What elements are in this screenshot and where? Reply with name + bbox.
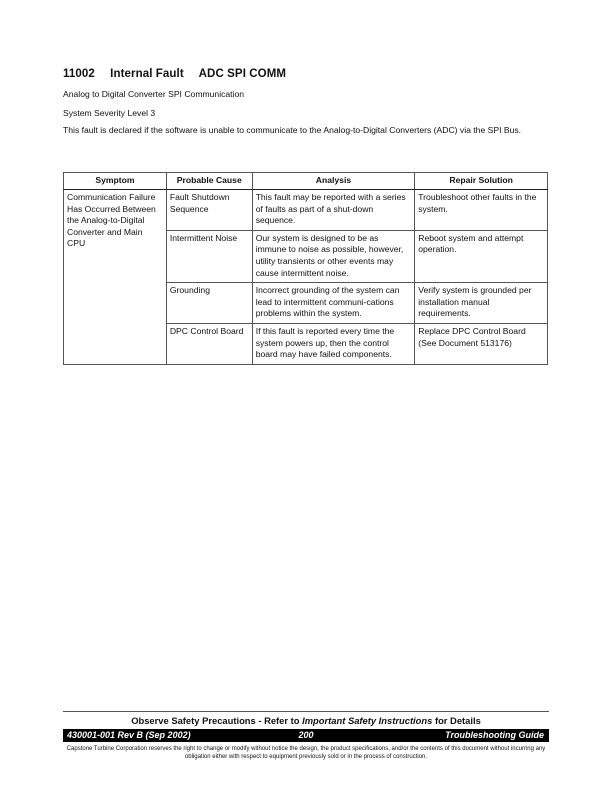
safety-note-suffix: for Details xyxy=(432,715,481,726)
analysis-cell: Incorrect grounding of the system can lead to intermittent communi-cations problems within the system. xyxy=(252,283,415,324)
solution-cell: Replace DPC Control Board (See Document 513176) xyxy=(415,323,548,364)
page-number: 200 xyxy=(298,730,314,740)
cause-cell: Fault Shutdown Sequence xyxy=(166,190,252,231)
severity-level: System Severity Level 3 xyxy=(63,108,156,118)
table-header-row xyxy=(64,173,548,190)
safety-note xyxy=(63,711,549,726)
cause-cell: Intermittent Noise xyxy=(166,230,252,282)
fault-code: 11002 xyxy=(63,68,95,80)
copyright-notice: Capstone Turbine Corporation reserves the right to change or modify without notice the design, the product specifications, and/or the contents of this document without incurring any obligation either with respect to equipment previously sold or in the process of construction. xyxy=(66,746,546,760)
solution-cell: Troubleshoot other faults in the system. xyxy=(415,190,548,231)
symptom-cell: Communication Failure Has Occurred Between the Analog-to-Digital Converter and Main CPU xyxy=(64,190,167,365)
cause-cell: Grounding xyxy=(166,283,252,324)
table-row xyxy=(64,190,548,231)
safety-note-prefix: Observe Safety Precautions - Refer to xyxy=(131,715,303,726)
safety-note-link: Important Safety Instructions xyxy=(302,715,433,726)
fault-declaration: This fault is declared if the software is unable to communicate to the Analog-to-Digital Converters (ADC) via the SPI Bus. xyxy=(63,125,522,135)
analysis-cell: If this fault is reported every time the system powers up, then the control board may have failed components. xyxy=(252,323,415,364)
header-repair-solution: Repair Solution xyxy=(415,173,548,190)
cause-cell: DPC Control Board xyxy=(166,323,252,364)
fault-name: ADC SPI COMM xyxy=(198,68,287,80)
guide-title: Troubleshooting Guide xyxy=(445,730,544,740)
analysis-cell: This fault may be reported with a series of faults as part of a shut-down sequence. xyxy=(252,190,415,231)
solution-cell: Verify system is grounded per installation manual requirements. xyxy=(415,283,548,324)
footer-bar xyxy=(63,729,549,742)
header-probable-cause: Probable Cause xyxy=(166,173,252,190)
document-id: 430001-001 Rev B (Sep 2002) xyxy=(67,730,191,740)
header-symptom: Symptom xyxy=(64,173,167,190)
solution-cell: Reboot system and attempt operation. xyxy=(415,230,548,282)
fault-type: Internal Fault xyxy=(110,68,184,80)
fault-heading xyxy=(63,68,298,80)
fault-description: Analog to Digital Converter SPI Communication xyxy=(63,89,245,99)
analysis-cell: Our system is designed to be as immune to noise as possible, however, utility transients or other events may cause intermittent noise. xyxy=(252,230,415,282)
header-analysis: Analysis xyxy=(252,173,415,190)
troubleshooting-table xyxy=(63,172,548,365)
